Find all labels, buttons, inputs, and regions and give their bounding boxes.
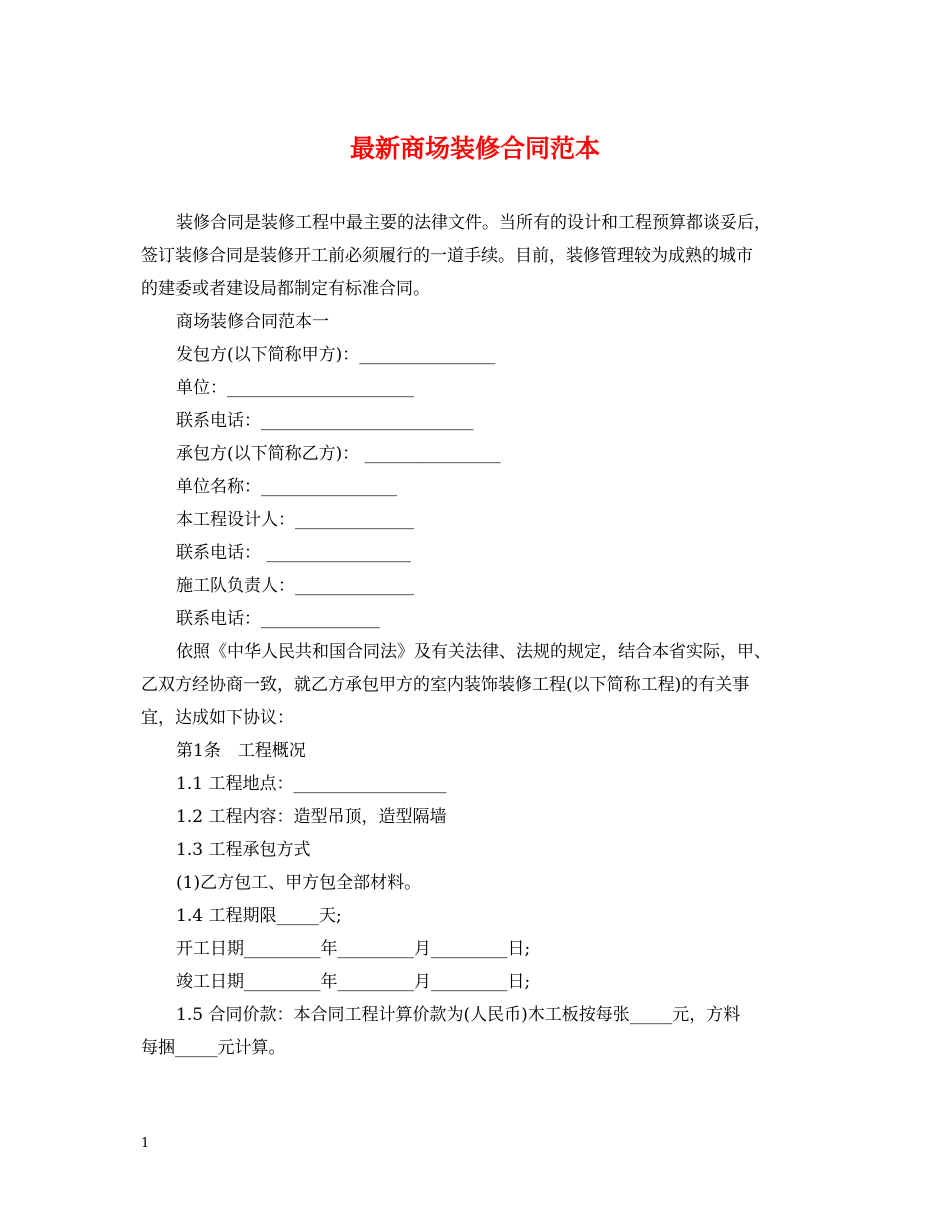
body-paragraph: 竣工日期_________年_________月_________日; <box>176 972 531 992</box>
body-paragraph: 宜，达成如下协议： <box>141 708 294 728</box>
body-paragraph: 1.3 工程承包方式 <box>176 840 311 860</box>
body-paragraph: 装修合同是装修工程中最主要的法律文件。当所有的设计和工程预算都谈妥后， <box>176 213 771 233</box>
page-number: 1 <box>141 1136 150 1151</box>
body-paragraph: 乙双方经协商一致，就乙方承包甲方的室内装饰装修工程(以下简称工程)的有关事 <box>141 675 750 695</box>
body-paragraph: 的建委或者建设局都制定有标准合同。 <box>141 279 430 299</box>
body-paragraph: 1.5 合同价款：本合同工程计算价款为(人民币)木工板按每张_____元，方料 <box>176 1005 741 1025</box>
document-body <box>141 207 821 1065</box>
body-paragraph: 单位名称：________________ <box>176 477 397 497</box>
body-paragraph: 1.4 工程期限_____天; <box>176 906 342 926</box>
body-paragraph: 每捆_____元计算。 <box>141 1038 286 1058</box>
body-paragraph: 联系电话：_________________________ <box>176 411 474 431</box>
body-paragraph: 依照《中华人民共和国合同法》及有关法律、法规的规定，结合本省实际，甲、 <box>176 642 771 662</box>
body-paragraph: 第1条 工程概况 <box>176 741 306 761</box>
body-paragraph: 发包方(以下简称甲方)：________________ <box>176 345 496 365</box>
body-paragraph: 承包方(以下简称乙方)： ________________ <box>176 444 501 464</box>
body-paragraph: 联系电话：______________ <box>176 609 380 629</box>
body-paragraph: 1.1 工程地点：__________________ <box>176 774 447 794</box>
body-paragraph: 商场装修合同范本一 <box>176 312 329 332</box>
document-title: 最新商场装修合同范本 <box>349 134 600 163</box>
body-paragraph: 单位：______________________ <box>176 378 414 398</box>
body-paragraph: 1.2 工程内容：造型吊顶，造型隔墙 <box>176 807 447 827</box>
body-paragraph: 签订装修合同是装修开工前必须履行的一道手续。目前，装修管理较为成熟的城市 <box>141 246 753 266</box>
body-paragraph: 开工日期_________年_________月_________日; <box>176 939 531 959</box>
body-paragraph: 施工队负责人：______________ <box>176 576 414 596</box>
body-paragraph: 联系电话： _________________ <box>176 543 411 563</box>
body-paragraph: (1)乙方包工、甲方包全部材料。 <box>176 873 422 893</box>
body-paragraph: 本工程设计人：______________ <box>176 510 414 530</box>
